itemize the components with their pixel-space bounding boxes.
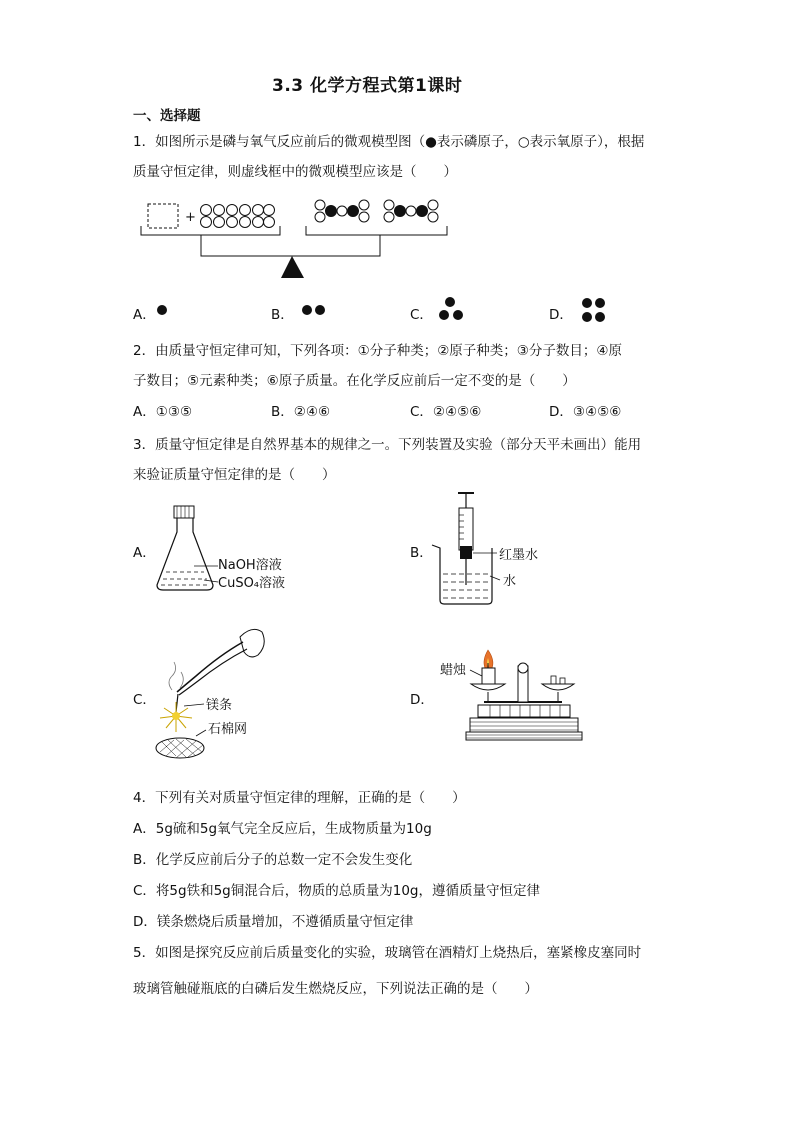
q4-option-a[interactable]: A．5g硫和5g氧气完全反应后，生成物质量为10g	[133, 821, 432, 837]
question-3-line-2: 来验证质量守恒定律的是（ ）	[133, 467, 336, 483]
q3-c-label-asbestos-net: 石棉网	[208, 722, 248, 737]
q4-option-b[interactable]: B．化学反应前后分子的总数一定不会发生变化	[133, 852, 413, 868]
q1-option-b[interactable]: B．	[271, 307, 294, 323]
q2-option-a[interactable]: A．①③⑤	[133, 404, 193, 420]
q3-option-a[interactable]: A．	[133, 545, 156, 561]
q3-b-label-water: 水	[503, 574, 517, 589]
q3-option-b[interactable]: B．	[410, 545, 433, 561]
question-1-line-2: 质量守恒定律，则虚线框中的微观模型应该是（ ）	[133, 164, 457, 180]
q3-a-label-naoh: NaOH溶液	[218, 558, 282, 573]
question-3-line-1: 3．质量守恒定律是自然界基本的规律之一。下列装置及实验（部分天平未画出）能用	[133, 437, 642, 453]
q1-plus-sign: +	[185, 210, 196, 225]
q2-option-d[interactable]: D．③④⑤⑥	[549, 404, 622, 420]
q3-option-c[interactable]: C．	[133, 692, 156, 708]
q3-d-label-candle: 蜡烛	[440, 663, 467, 678]
q3-b-label-red-ink: 红墨水	[499, 548, 539, 563]
question-4-stem: 4．下列有关对质量守恒定律的理解，正确的是（ ）	[133, 790, 466, 806]
question-1-line-1: 1．如图所示是磷与氧气反应前后的微观模型图（●表示磷原子，○表示氧原子），根据	[133, 134, 645, 150]
page-title: 3.3 化学方程式第1课时	[272, 76, 463, 96]
q1-option-d[interactable]: D．	[549, 307, 573, 323]
question-2-line-2: 子数目；⑤元素种类；⑥原子质量。在化学反应前后一定不变的是（ ）	[133, 373, 576, 389]
q3-c-label-mg-strip: 镁条	[206, 698, 233, 713]
question-2-line-1: 2．由质量守恒定律可知，下列各项：①分子种类；②原子种类；③分子数目；④原	[133, 343, 622, 359]
q1-option-c[interactable]: C．	[410, 307, 433, 323]
q2-option-c[interactable]: C．②④⑤⑥	[410, 404, 482, 420]
question-5-line-1: 5．如图是探究反应前后质量变化的实验，玻璃管在酒精灯上烧热后，塞紧橡皮塞同时	[133, 945, 642, 961]
q3-a-label-cuso4: CuSO₄溶液	[218, 576, 286, 591]
question-5-line-2: 玻璃管触碰瓶底的白磷后发生燃烧反应，下列说法正确的是（ ）	[133, 981, 538, 997]
section-heading: 一、选择题	[133, 108, 201, 124]
q3-option-d[interactable]: D．	[410, 692, 434, 708]
q1-option-a[interactable]: A．	[133, 307, 156, 323]
q4-option-d[interactable]: D．镁条燃烧后质量增加，不遵循质量守恒定律	[133, 914, 414, 930]
q4-option-c[interactable]: C．将5g铁和5g铜混合后，物质的总质量为10g，遵循质量守恒定律	[133, 883, 540, 899]
q2-option-b[interactable]: B．②④⑥	[271, 404, 331, 420]
